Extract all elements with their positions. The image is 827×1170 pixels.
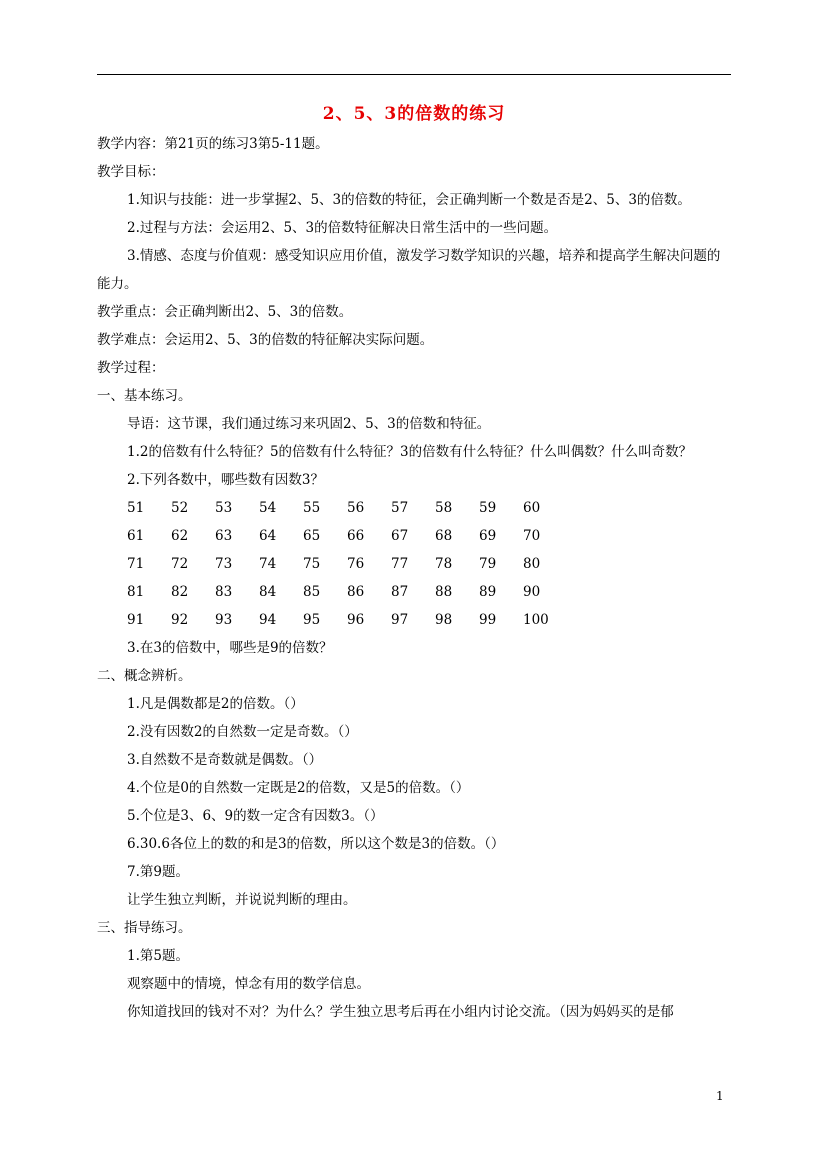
number-cell: 87: [391, 584, 409, 600]
number-row: [127, 494, 731, 522]
number-cell: 72: [171, 556, 189, 572]
number-cell: 73: [215, 556, 233, 572]
number-cell: 57: [391, 500, 409, 516]
goals-heading: 教学目标：: [97, 164, 165, 180]
question-item: 2.下列各数中，哪些数有因数3？: [127, 472, 324, 488]
header-rule: [97, 74, 731, 75]
judgement-item: 3.自然数不是奇数就是偶数。（）: [127, 752, 323, 768]
number-cell: 67: [391, 528, 409, 544]
number-cell: 84: [259, 584, 277, 600]
number-cell: 96: [347, 612, 365, 628]
number-cell: 78: [435, 556, 453, 572]
number-cell: 94: [259, 612, 277, 628]
number-cell: 77: [391, 556, 409, 572]
judgement-item: 5.个位是3、6、9的数一定含有因数3。（）: [127, 808, 384, 824]
number-cell: 91: [127, 612, 145, 628]
number-cell: 93: [215, 612, 233, 628]
number-cell: 86: [347, 584, 365, 600]
number-cell: 54: [259, 500, 277, 516]
judgement-note: 让学生独立判断，并说说判断的理由。: [127, 892, 357, 908]
number-cell: 52: [171, 500, 189, 516]
number-cell: 81: [127, 584, 145, 600]
section-heading: 一、基本练习。: [97, 388, 192, 404]
judgement-item: 4.个位是0的自然数一定既是2的倍数，又是5的倍数。（）: [127, 780, 470, 796]
number-cell: 71: [127, 556, 145, 572]
number-cell: 69: [479, 528, 497, 544]
page-number: 1: [716, 1089, 724, 1103]
number-cell: 79: [479, 556, 497, 572]
practice-item: 你知道找回的钱对不对？为什么？学生独立思考后再在小组内讨论交流。（因为妈妈买的是郁: [127, 1004, 674, 1020]
page-title: 2、5、3的倍数的练习: [322, 104, 506, 124]
number-cell: 65: [303, 528, 321, 544]
question-item: 1.2的倍数有什么特征？5的倍数有什么特征？3的倍数有什么特征？什么叫偶数？什么叫奇数？: [127, 444, 693, 460]
process-heading: 教学过程：: [97, 360, 165, 376]
number-cell: 51: [127, 500, 145, 516]
number-cell: 61: [127, 528, 145, 544]
number-row: [127, 578, 731, 606]
judgement-item: 6.30.6各位上的数的和是3的倍数，所以这个数是3的倍数。（）: [127, 836, 505, 852]
goal-item: 1.知识与技能：进一步掌握2、5、3的倍数的特征，会正确判断一个数是否是2、5、3的倍数。: [127, 192, 691, 208]
judgement-item: 1.凡是偶数都是2的倍数。（）: [127, 696, 304, 712]
content-line: 教学内容：第21页的练习3第5-11题。: [97, 136, 329, 152]
number-cell: 85: [303, 584, 321, 600]
number-cell: 75: [303, 556, 321, 572]
number-cell: 63: [215, 528, 233, 544]
question-item: 3.在3的倍数中，哪些是9的倍数？: [127, 640, 333, 656]
number-cell: 59: [479, 500, 497, 516]
difficulty: 教学难点：会运用2、5、3的倍数的特征解决实际问题。: [97, 332, 434, 348]
number-cell: 97: [391, 612, 409, 628]
number-cell: 55: [303, 500, 321, 516]
section-intro: 导语：这节课，我们通过练习来巩固2、5、3的倍数和特征。: [127, 416, 491, 432]
section-heading: 二、概念辨析。: [97, 668, 192, 684]
number-cell: 56: [347, 500, 365, 516]
section-heading: 三、指导练习。: [97, 920, 192, 936]
number-cell: 95: [303, 612, 321, 628]
number-row: [127, 606, 731, 634]
number-row: [127, 550, 731, 578]
number-cell: 66: [347, 528, 365, 544]
goal-item: 2.过程与方法：会运用2、5、3的倍数特征解决日常生活中的一些问题。: [127, 220, 558, 236]
number-cell: 100: [523, 612, 549, 628]
practice-item: 1.第5题。: [127, 948, 189, 964]
number-cell: 80: [523, 556, 541, 572]
number-cell: 76: [347, 556, 365, 572]
number-row: [127, 522, 731, 550]
judgement-item: 7.第9题。: [127, 864, 189, 880]
goal-item: 3.情感、态度与价值观：感受知识应用价值，激发学习数学知识的兴趣，培养和提高学生解决问题的能力。: [97, 248, 721, 292]
judgement-item: 2.没有因数2的自然数一定是奇数。（）: [127, 724, 358, 740]
number-cell: 99: [479, 612, 497, 628]
number-cell: 92: [171, 612, 189, 628]
number-grid: [97, 494, 731, 634]
number-cell: 98: [435, 612, 453, 628]
number-cell: 53: [215, 500, 233, 516]
number-cell: 70: [523, 528, 541, 544]
key-point: 教学重点：会正确判断出2、5、3的倍数。: [97, 304, 353, 320]
number-cell: 82: [171, 584, 189, 600]
number-cell: 88: [435, 584, 453, 600]
number-cell: 74: [259, 556, 277, 572]
number-cell: 58: [435, 500, 453, 516]
document-body: [97, 130, 731, 1026]
number-cell: 68: [435, 528, 453, 544]
number-cell: 64: [259, 528, 277, 544]
number-cell: 60: [523, 500, 541, 516]
number-cell: 89: [479, 584, 497, 600]
number-cell: 90: [523, 584, 541, 600]
number-cell: 83: [215, 584, 233, 600]
practice-item: 观察题中的情境，悼念有用的数学信息。: [127, 976, 370, 992]
number-cell: 62: [171, 528, 189, 544]
